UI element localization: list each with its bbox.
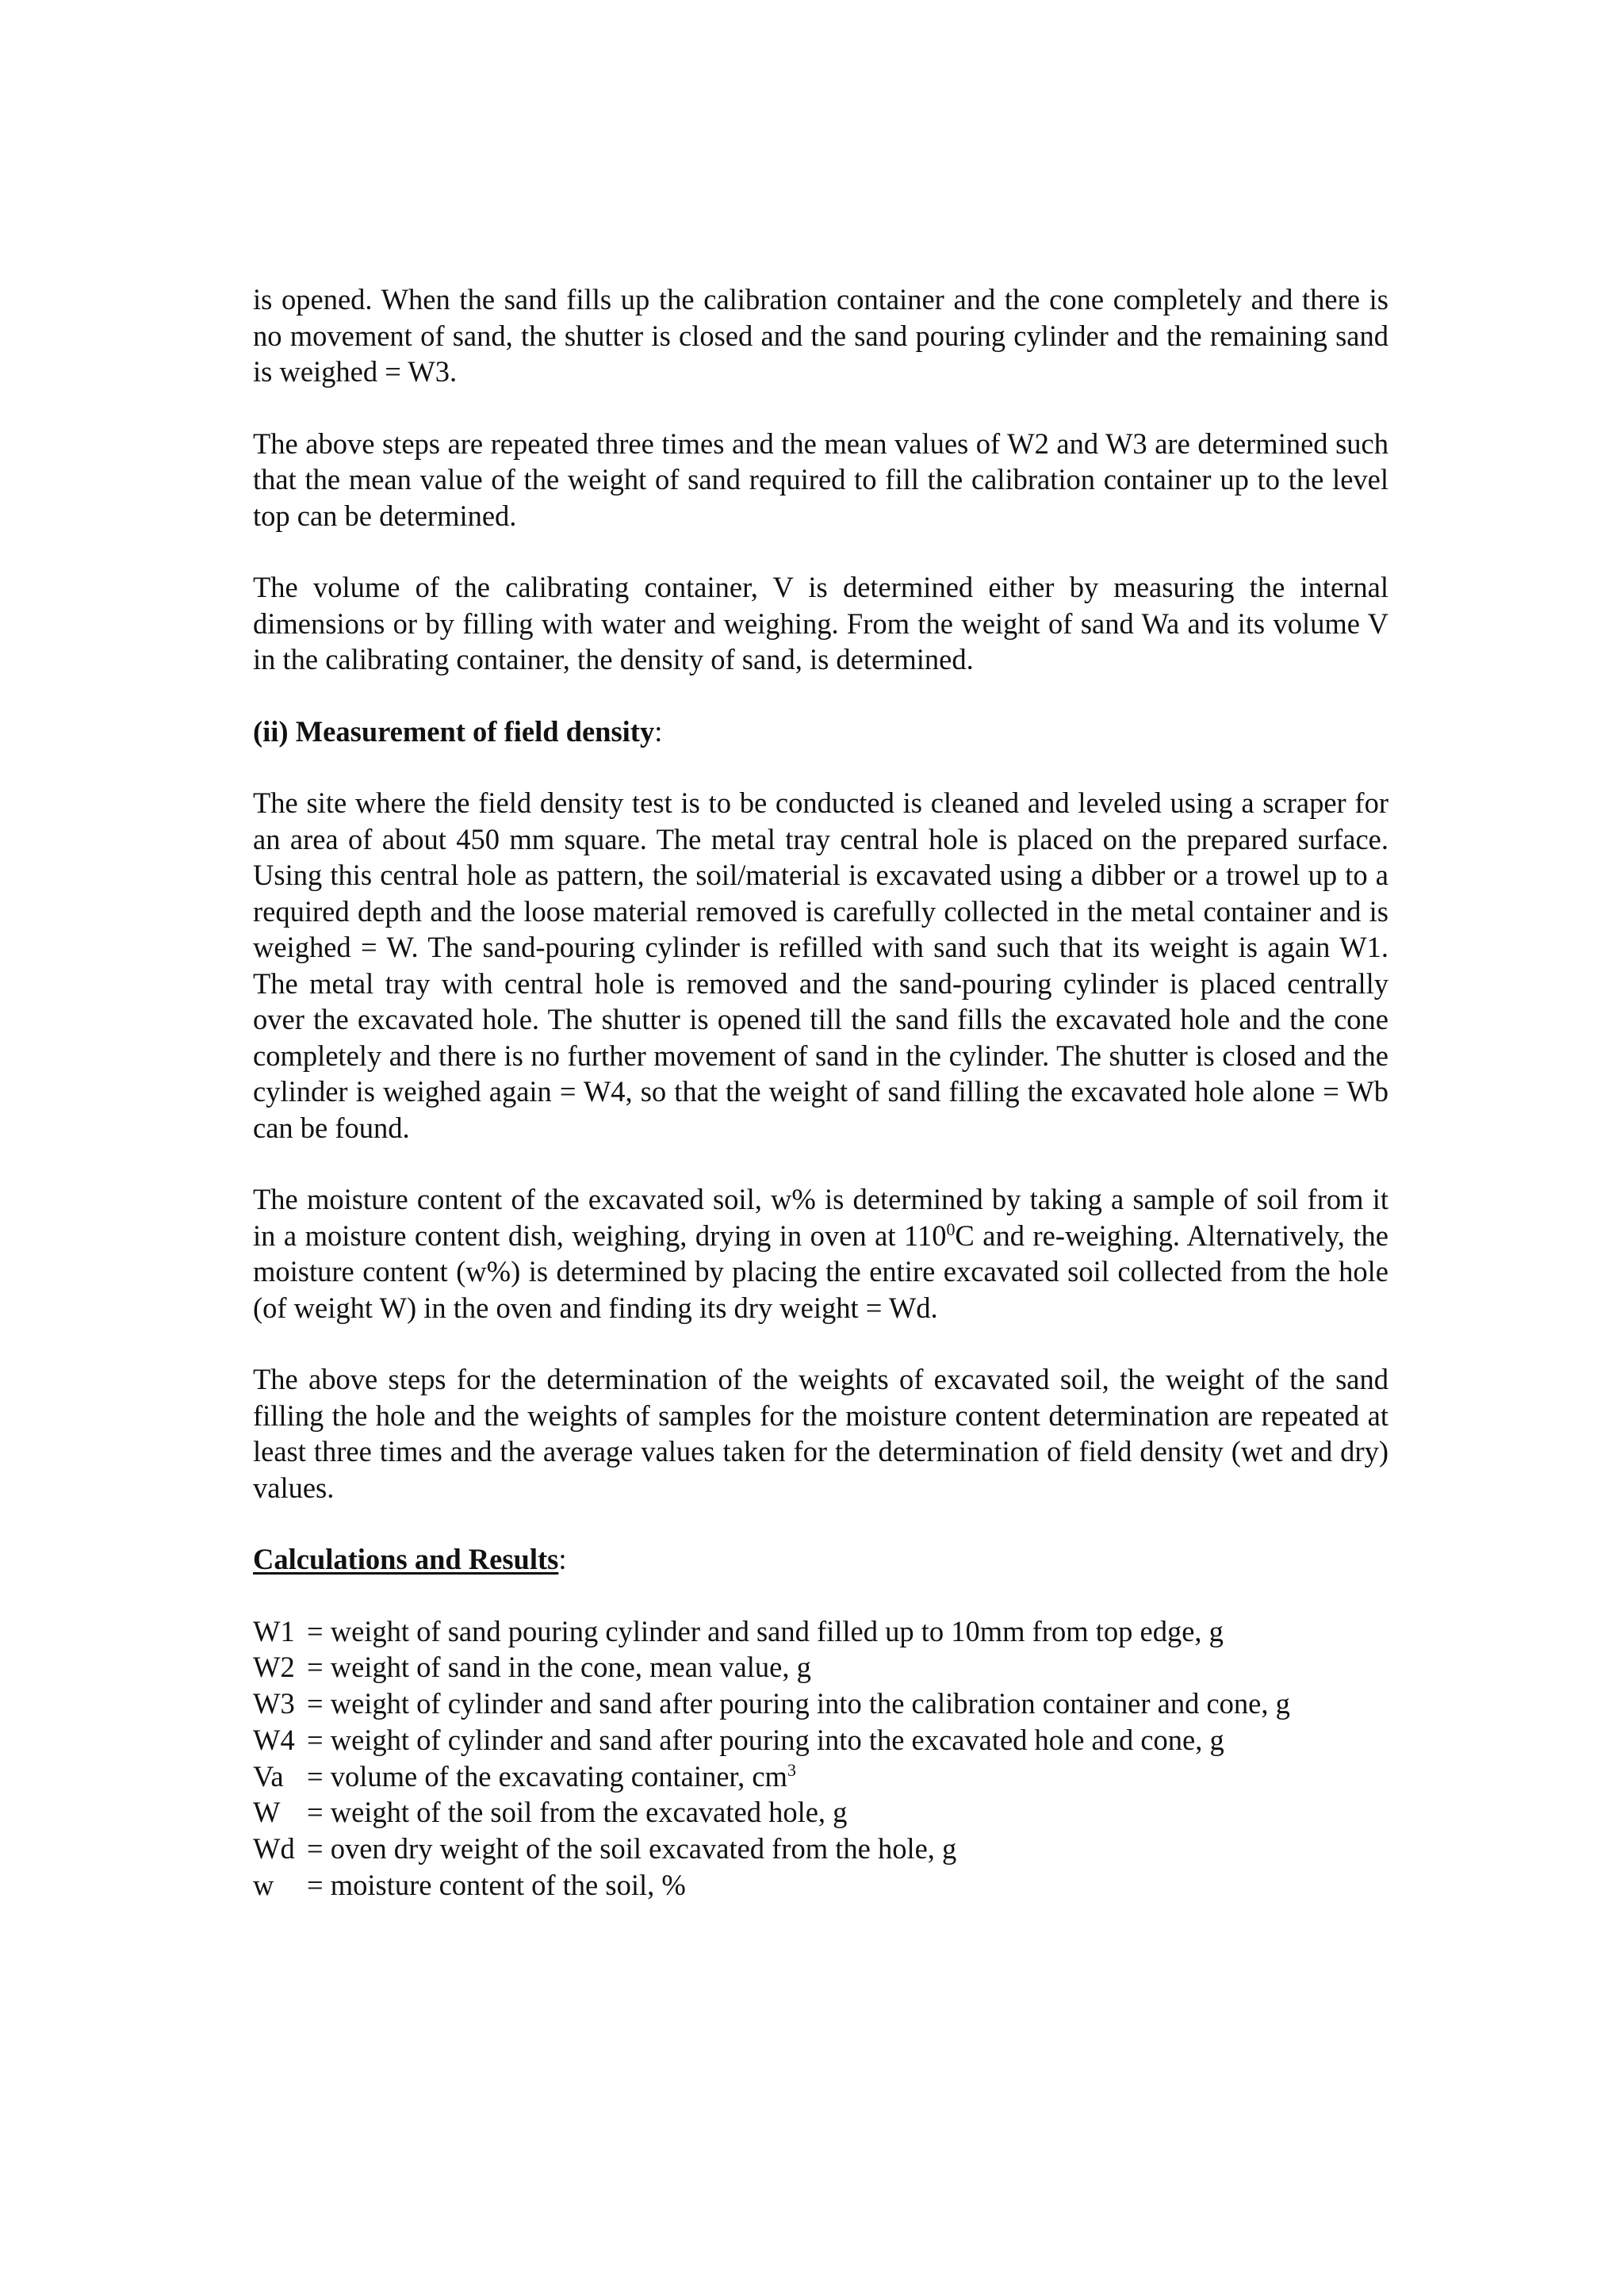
heading-calculations-text: Calculations and Results [253, 1543, 559, 1575]
heading-colon: : [654, 714, 663, 748]
spacer [253, 534, 1388, 569]
paragraph-repeat-steps: The above steps are repeated three times and the mean values of W2 and W3 are determined such that the mean value of the weight of sand required to fill the calibration container up to the level top can be determined. [253, 427, 1388, 532]
spacer [253, 1326, 1388, 1361]
definition-text: = weight of cylinder and sand after pouring into the calibration container and cone, g [307, 1687, 1290, 1720]
moisture-text-part-1: The moisture content of the excavated soil, w% is determined by taking a sample of soil from it in a moisture content dish, weighing, drying in oven at 110 [253, 1183, 1388, 1252]
definition-symbol: Va [253, 1759, 284, 1793]
spacer [253, 678, 1388, 714]
spacer [253, 1506, 1388, 1541]
spacer [253, 390, 1388, 426]
definition-symbol: w [253, 1869, 274, 1902]
definition-symbol: W [253, 1796, 281, 1829]
definition-text: = weight of sand in the cone, mean value, g [307, 1651, 811, 1684]
heading-colon: : [558, 1543, 567, 1575]
degree-superscript: 0 [946, 1219, 956, 1239]
definition-item [253, 1722, 1388, 1758]
definition-text: = weight of the soil from the excavated hole, g [307, 1796, 848, 1829]
paragraph-field-procedure: The site where the field density test is to be conducted is cleaned and leveled using a scraper for an area of about 450 mm square. The metal tray central hole is placed on the prepared surface. Using this central hole as pattern, the soil/material is excavated using a dibber or a trowel up to a required depth and the loose material removed is carefully collected in the metal container and is weighed = W. The sand-pouring cylinder is refilled with sand such that its weight is again W1. The metal tray with central hole is removed and the sand-pouring cylinder is placed centrally over the excavated hole. The shutter is opened till the sand fills the excavated hole and the cone completely and there is no further movement of sand in the cylinder. The shutter is closed and the cylinder is weighed again = W4, so that the weight of sand filling the excavated hole alone = Wb can be found. [253, 786, 1388, 1144]
heading-calculations [253, 1541, 1388, 1578]
definition-item [253, 1649, 1388, 1686]
definition-symbol: Wd [253, 1832, 295, 1866]
definitions-list [253, 1613, 1388, 1904]
heading-field-density [253, 714, 1388, 750]
definition-item [253, 1867, 1388, 1904]
document-page [253, 281, 1388, 1904]
definition-text-main: = volume of the excavating container, cm [307, 1759, 787, 1793]
definition-symbol: W4 [253, 1723, 295, 1756]
definition-text: = oven dry weight of the soil excavated from the hole, g [307, 1832, 957, 1866]
definition-text: = weight of sand pouring cylinder and sand filled up to 10mm from top edge, g [307, 1614, 1224, 1647]
definition-item [253, 1613, 1388, 1650]
definition-text: = moisture content of the soil, % [307, 1869, 686, 1902]
paragraph-moisture-content [253, 1181, 1388, 1326]
paragraph-container-volume: The volume of the calibrating container, V is determined either by measuring the internal dimensions or by filling with water and weighing. From the weight of sand Wa and its volume V in the calibrating container, the density of sand, is determined. [253, 571, 1388, 675]
definition-symbol: W2 [253, 1651, 295, 1684]
definition-item [253, 1831, 1388, 1867]
heading-field-density-text: (ii) Measurement of field density [253, 714, 655, 748]
moisture-text-part-2: C and re-weighing. Alternatively, the moisture content (w%) is determined by placing the entire excavated soil collected from the hole (of weight W) in the oven and finding its dry weight = Wd. [253, 1219, 1388, 1324]
definition-text: = weight of cylinder and sand after pouring into the excavated hole and cone, g [307, 1723, 1224, 1756]
definition-item [253, 1758, 1388, 1795]
spacer [253, 1146, 1388, 1181]
definition-symbol: W3 [253, 1687, 295, 1720]
definition-item [253, 1794, 1388, 1831]
spacer [253, 749, 1388, 785]
paragraph-calibration-end: is opened. When the sand fills up the calibration container and the cone completely and there is no movement of sand, the shutter is closed and the sand pouring cylinder and the remaining sand is weighed = W3. [253, 283, 1388, 388]
definition-item [253, 1686, 1388, 1722]
paragraph-average-values: The above steps for the determination of the weights of excavated soil, the weight of the sand filling the hole and the weights of samples for the moisture content determination are repeated at least three times and the average values taken for the determination of field density (wet and dry) values. [253, 1363, 1388, 1504]
cube-superscript: 3 [787, 1759, 796, 1780]
spacer [253, 1578, 1388, 1613]
definition-symbol: W1 [253, 1614, 295, 1647]
definition-text [307, 1758, 796, 1795]
